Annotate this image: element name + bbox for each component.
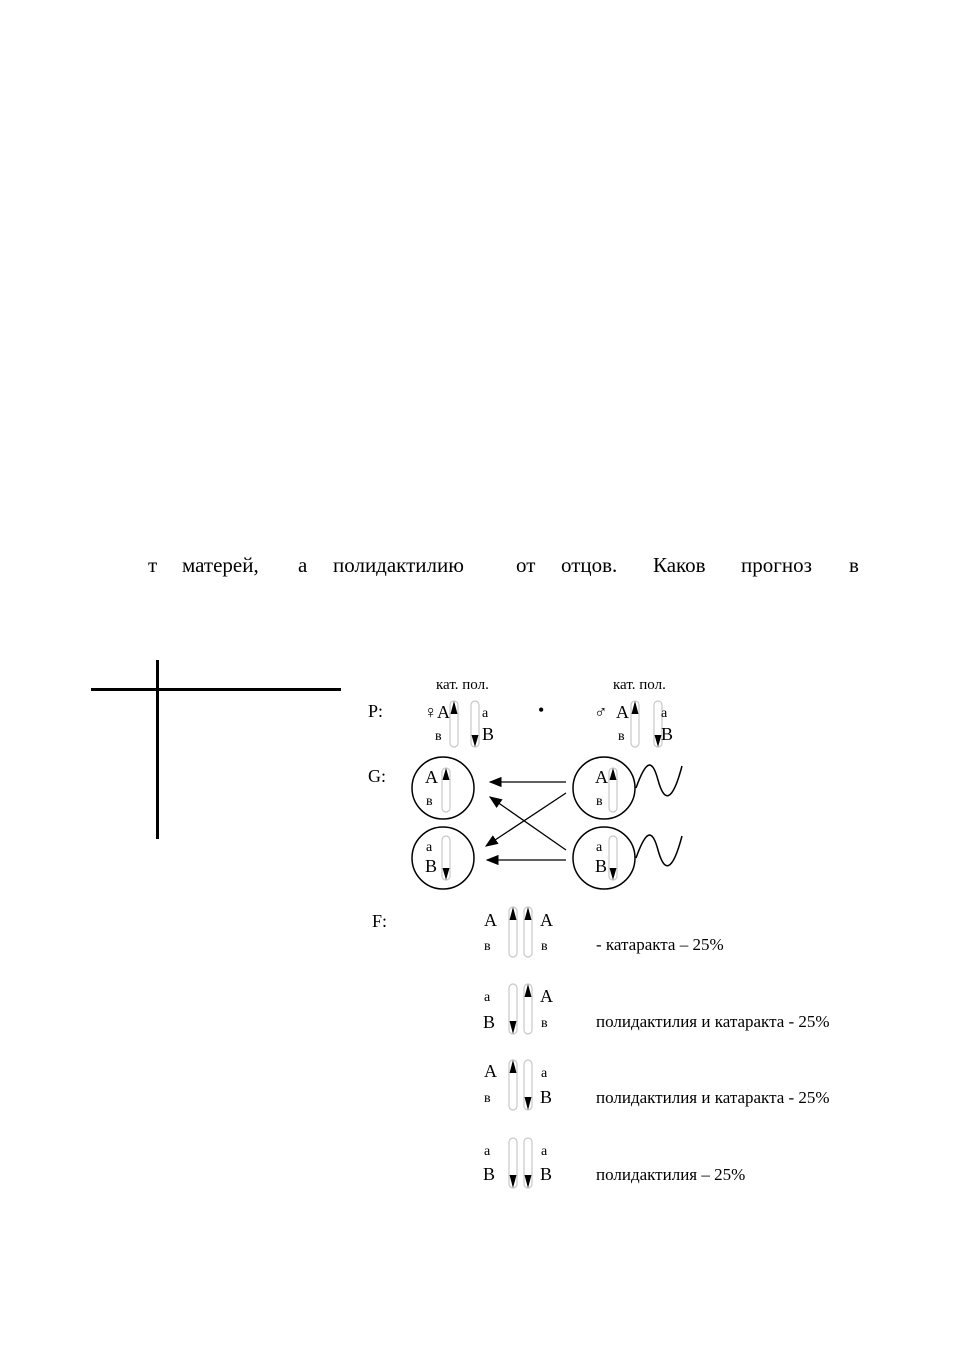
allele-label: A: [484, 1061, 497, 1081]
offspring-result: полидактилия и катаракта - 25%: [596, 1012, 830, 1031]
chromosome-icon: [509, 907, 517, 957]
chromosome-icon: [609, 768, 617, 812]
word: отцов.: [561, 553, 618, 577]
offspring-result: полидактилия – 25%: [596, 1165, 746, 1184]
allele-label: A: [484, 910, 497, 930]
allele-label: а: [484, 1144, 491, 1159]
allele-label: в: [541, 1016, 548, 1031]
male-header: кат. пол.: [613, 677, 666, 693]
arrow-icon: [490, 797, 566, 850]
allele-label: В: [482, 724, 495, 744]
word: Каков: [653, 553, 706, 577]
allele-label: В: [595, 856, 608, 876]
offspring-result: - катаракта – 25%: [596, 935, 724, 954]
chromosome-icon: [450, 701, 458, 747]
chromosome-icon: [524, 984, 532, 1034]
allele-label: A: [437, 702, 450, 722]
allele-label: A: [616, 702, 629, 722]
offspring-row: [483, 1138, 745, 1188]
chromosome-icon: [442, 768, 450, 812]
offspring-row: [483, 984, 830, 1034]
allele-label: в: [541, 939, 548, 954]
chromosome-icon: [524, 1138, 532, 1188]
allele-label: а: [541, 1144, 548, 1159]
allele-label: а: [482, 706, 489, 721]
allele-label: В: [483, 1164, 496, 1184]
chromosome-icon: [509, 984, 517, 1034]
sperm-tail-icon: [636, 835, 682, 866]
offspring-row: [484, 1060, 830, 1110]
word: а: [298, 553, 308, 577]
allele-label: в: [484, 939, 491, 954]
chromosome-icon: [524, 1060, 532, 1110]
chromosome-icon: [609, 836, 617, 880]
word: прогноз: [741, 553, 812, 577]
allele-label: В: [483, 1012, 496, 1032]
female-header: кат. пол.: [436, 677, 489, 693]
chromosome-icon: [631, 701, 639, 747]
allele-label: а: [541, 1066, 548, 1081]
male-symbol: ♂: [594, 702, 608, 722]
chromosome-icon: [509, 1138, 517, 1188]
offspring-row: [484, 907, 724, 957]
allele-label: в: [596, 794, 603, 809]
gametes-row-label: G:: [368, 766, 386, 786]
sperm-tail-icon: [636, 765, 682, 796]
allele-label: В: [540, 1164, 553, 1184]
chromosome-icon: [509, 1060, 517, 1110]
allele-label: в: [435, 729, 442, 744]
parents-row-label: P:: [368, 701, 384, 721]
word: от: [516, 553, 536, 577]
allele-label: а: [484, 990, 491, 1005]
allele-label: В: [540, 1087, 553, 1107]
female-symbol: ♀: [424, 702, 438, 722]
offspring-result: полидактилия и катаракта - 25%: [596, 1088, 830, 1107]
word: т: [148, 553, 158, 577]
chromosome-icon: [471, 701, 479, 747]
allele-label: в: [618, 729, 625, 744]
allele-label: а: [596, 840, 603, 855]
cross-symbol: •: [538, 700, 545, 720]
word: полидактилию: [333, 553, 464, 577]
allele-label: в: [484, 1091, 491, 1106]
chromosome-icon: [442, 836, 450, 880]
allele-label: а: [661, 706, 668, 721]
allele-label: A: [540, 986, 553, 1006]
word: матерей,: [182, 553, 259, 577]
offspring-row-label: F:: [372, 911, 388, 931]
allele-label: В: [661, 724, 674, 744]
word: в: [849, 553, 859, 577]
allele-label: A: [540, 910, 553, 930]
allele-label: В: [425, 856, 438, 876]
allele-label: в: [426, 794, 433, 809]
arrow-icon: [486, 793, 566, 846]
allele-label: A: [595, 767, 608, 787]
allele-label: а: [426, 840, 433, 855]
chromosome-icon: [524, 907, 532, 957]
allele-label: A: [425, 767, 438, 787]
